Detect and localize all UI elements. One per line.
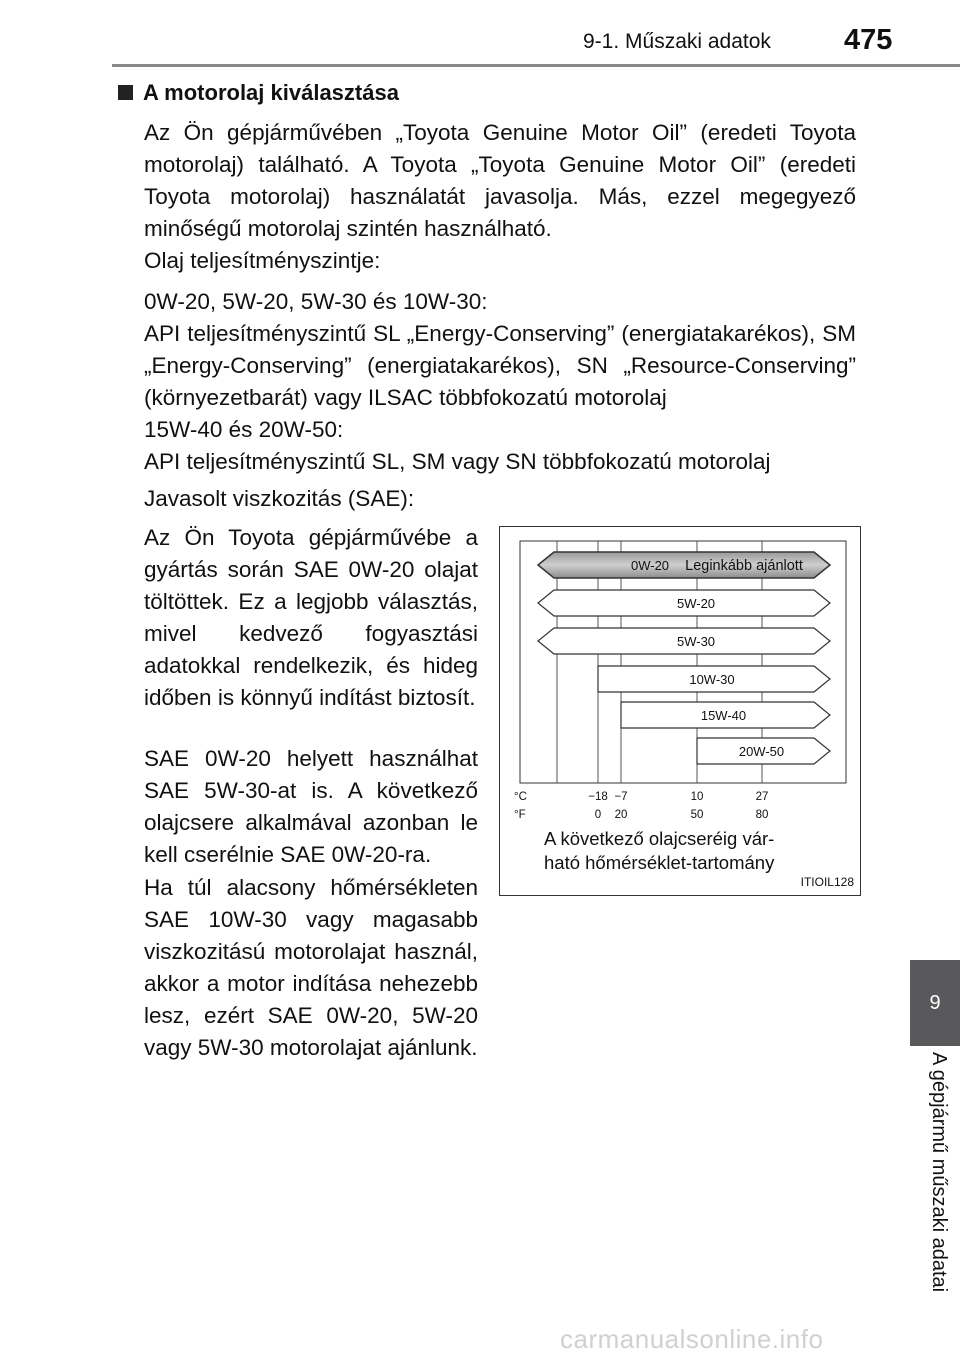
fahrenheit-tick: 0 [594,809,602,821]
viscosity-chart-figure [499,526,861,896]
section-heading [118,80,399,106]
fahrenheit-tick: 20 [614,809,628,821]
fahrenheit-tick: 50 [690,809,704,821]
intro-paragraph: Az Ön gépjárművében „Toyota Genuine Motor Oil” (eredeti Toyota motorolaj) található. A Toyota „Toyota Genuine Motor Oil” (eredeti Toyota motorolaj) használatát javasolja. Más, ezzel megegyező minőségű motorolaj szintén használható. [144,120,856,241]
chapter-tab[interactable]: 9 [910,960,960,1046]
viscosity-label: Javasolt viszkozitás (SAE): [144,486,415,511]
chart-caption-line-1: A következő olajcseréig vár- [544,828,775,849]
grades-2-title: 15W-40 és 20W-50: [144,417,344,442]
bar-label-5w-30: 5W-30 [676,634,716,649]
celsius-tick: −18 [588,791,608,803]
chart-caption-line-2: ható hőmérséklet-tartomány [544,852,775,873]
fahrenheit-tick: 80 [755,809,769,821]
recommended-label: Leginkább ajánlott [685,558,803,574]
factory-fill-paragraph: Az Ön Toyota gépjárművébe a gyártás során SAE 0W-20 olajat töltöttek. Ez a legjobb választás, mivel kedvező fogyasztási adatokkal rendelkezik, és hideg időben is könnyű indítást biztosít. [144,525,478,710]
oil-grade-label: Olaj teljesítményszintje: [144,248,381,273]
celsius-tick: 27 [755,791,769,803]
bar-label-10w-30: 10W-30 [689,672,735,687]
grades-2-text: API teljesítményszintű SL, SM vagy SN többfokozatú motorolaj [144,449,771,474]
fahrenheit-unit-label: °F [514,809,526,821]
header-divider [112,64,960,67]
cold-warning-paragraph: Ha túl alacsony hőmérsékleten SAE 10W-30 vagy magasabb viszkozitású motorolajat használ, akkor a motor indítása nehezebb lesz, ezért SAE 0W-20, 5W-20 vagy 5W-30 motorolajat ajánlunk. [144,875,478,1060]
bar-label-20w-50: 20W-50 [738,744,785,759]
figure-code: ITIOIL128 [800,875,854,889]
alternative-paragraph: SAE 0W-20 helyett használhat SAE 5W-30-at is. A következő olajcsere alkalmával azonban le kell cserélnie SAE 0W-20-ra. [144,746,478,867]
heading-bullet-icon [118,85,133,100]
watermark: carmanualsonline.info [560,1324,824,1354]
celsius-unit-label: °C [514,791,527,803]
bar-label-5w-20: 5W-20 [676,596,716,611]
bar-label-15w-40: 15W-40 [700,708,747,723]
chapter-title: A gépjármű műszaki adatai [928,1052,950,1293]
bar-label-0w-20: 0W-20 [630,558,670,573]
celsius-tick: −7 [614,791,628,803]
grades-1-title: 0W-20, 5W-20, 5W-30 és 10W-30: [144,289,488,314]
heading-text: A motorolaj kiválasztása [143,80,399,105]
page-number: 475 [844,24,893,56]
chart-caption [544,827,774,875]
section-title: 9-1. Műszaki adatok [583,30,771,53]
grades-1-text: API teljesítményszintű SL „Energy-Conserving” (energiatakarékos), SM „Energy-Conserving” (energiatakarékos), SN „Resource-Conserving” (környezetbarát) vagy ILSAC többfokozatú motorolaj [144,321,856,410]
celsius-tick: 10 [690,791,704,803]
